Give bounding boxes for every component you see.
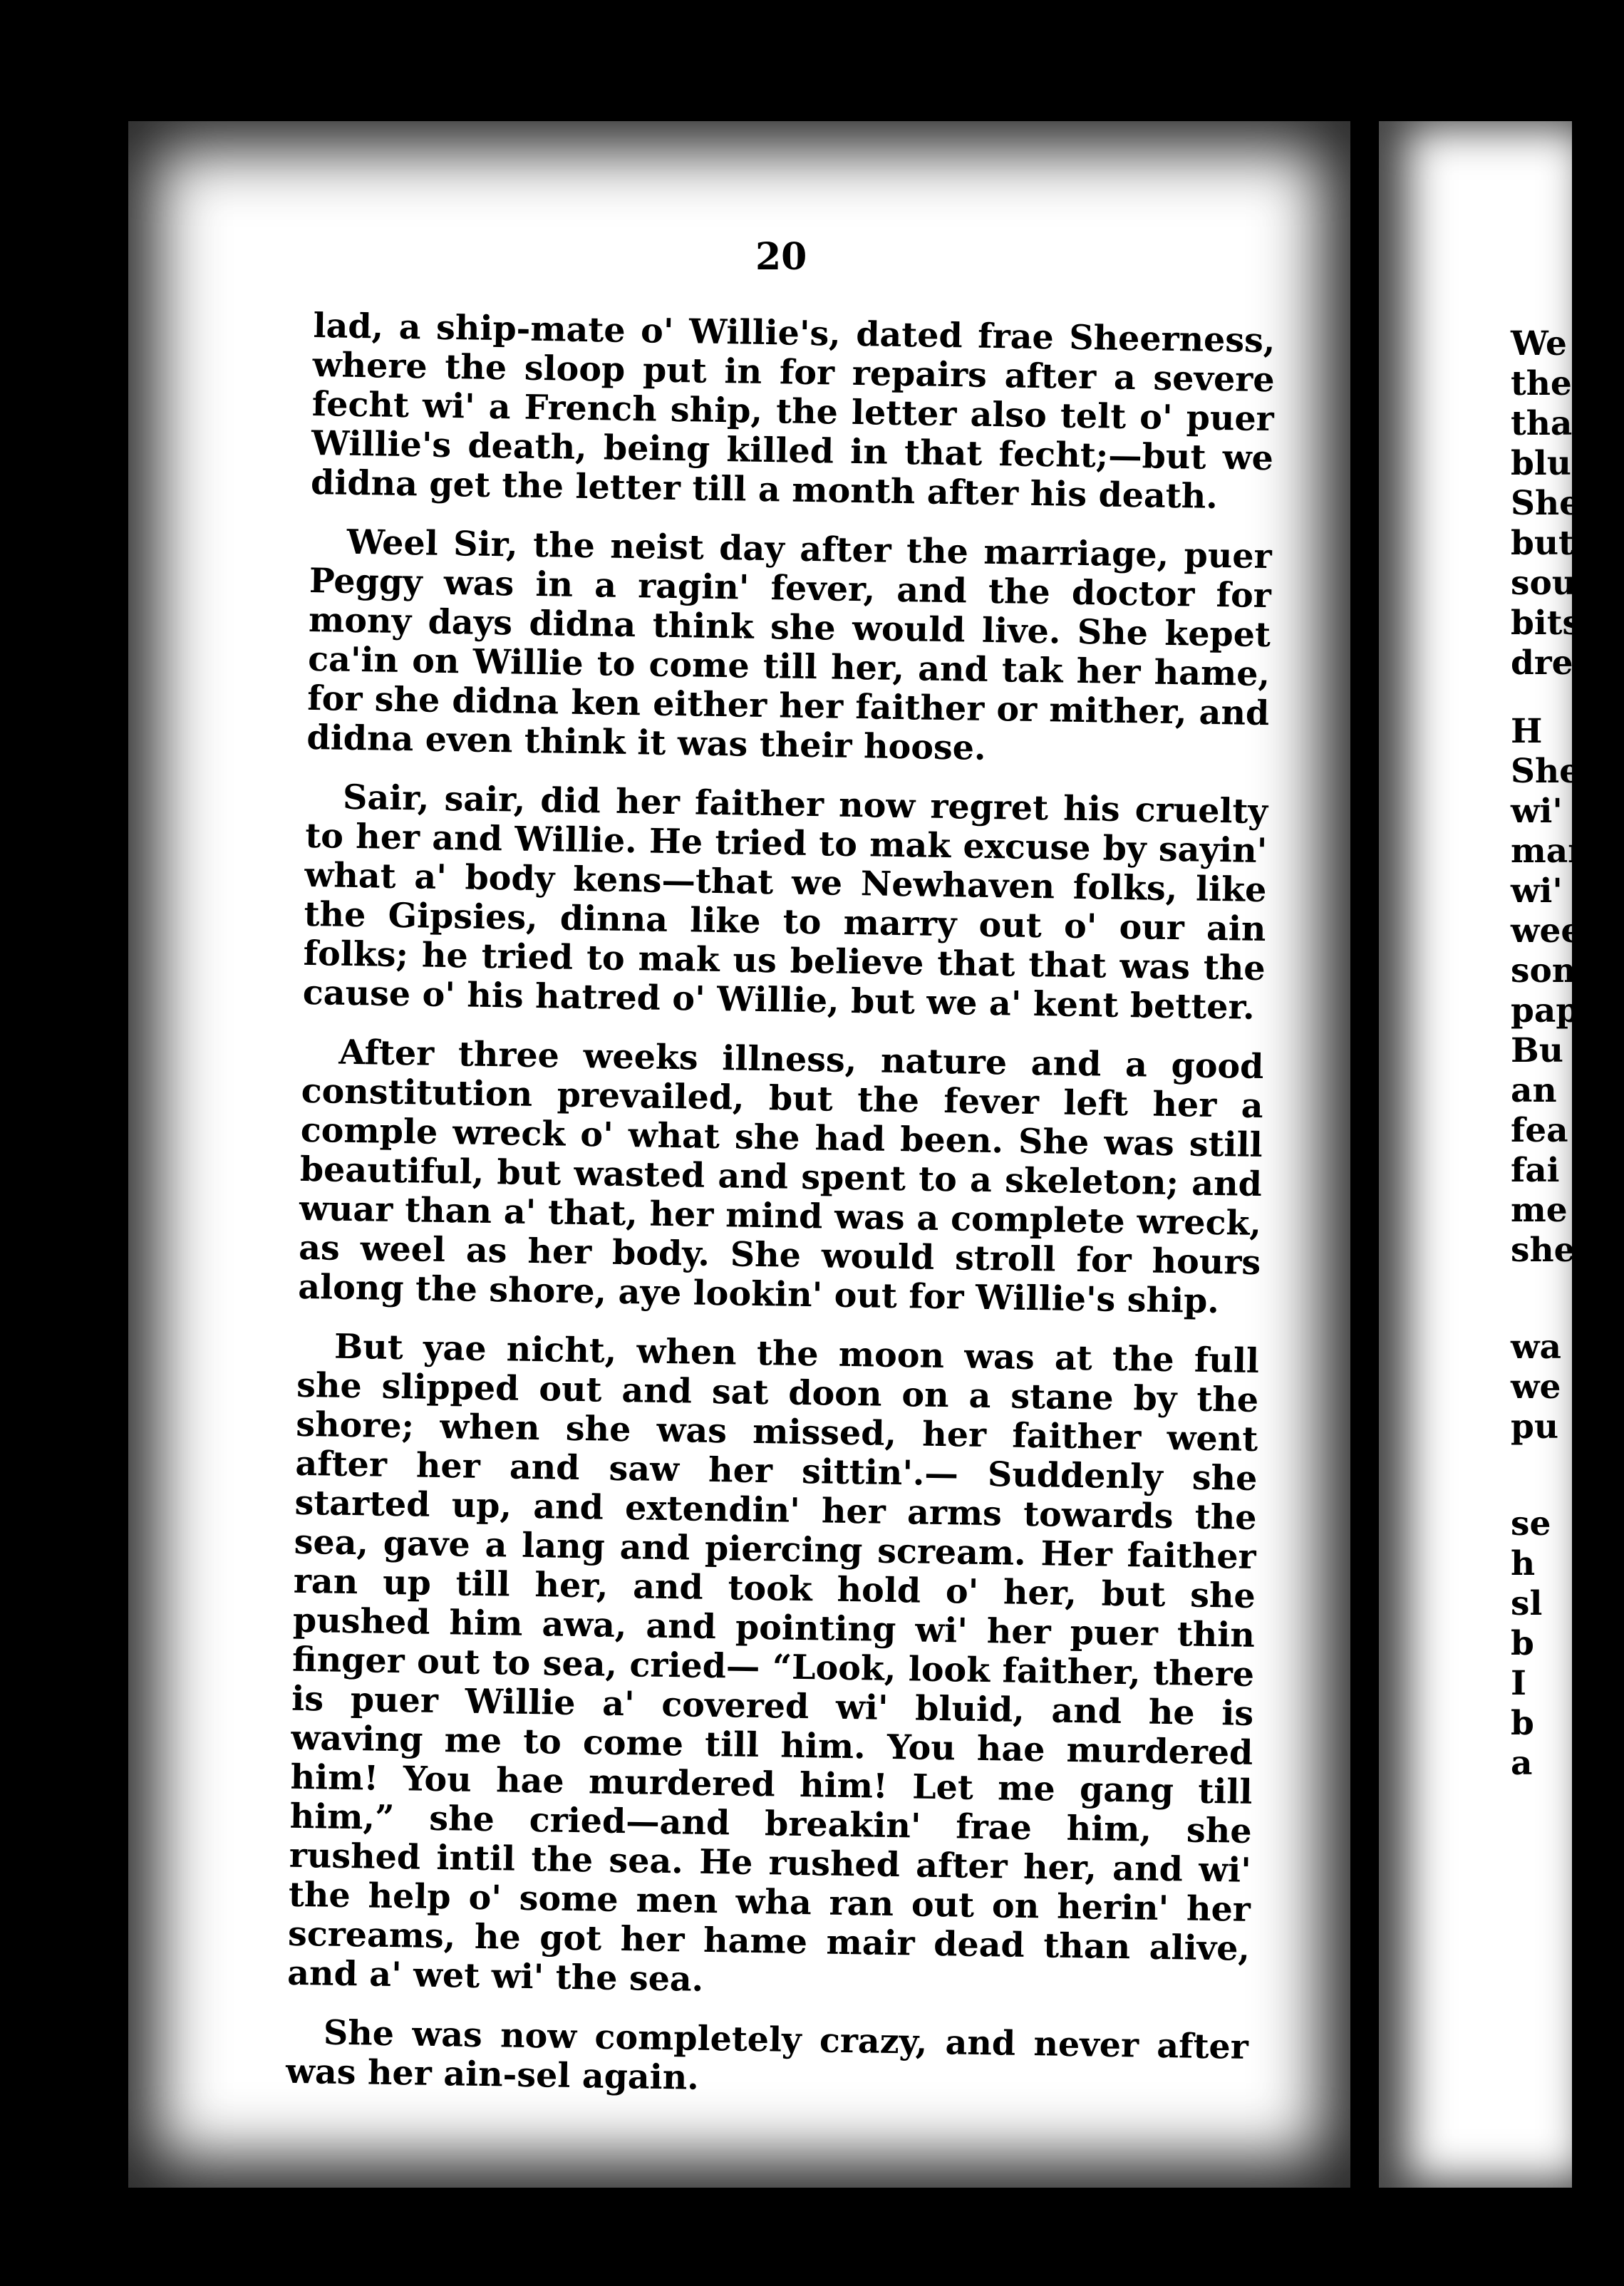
fragment: man [1511, 832, 1593, 871]
fragment: se [1511, 1504, 1551, 1543]
fragment: She r [1511, 484, 1610, 523]
paragraph: Weel Sir, the neist day after the marriage, puer Peggy was in a ragin' fever, and the doctor for mony days didna think she would live. She kepet ca'in on Willie to come till her, and tak her hame, for she didna ken either her faither or mither, and didna even think it was their hoose. [306, 522, 1273, 768]
fragment: h [1511, 1544, 1536, 1583]
paragraph: She was now completely crazy, and never after was her ain-sel again. [285, 2012, 1249, 2098]
paragraph: After three weeks illness, nature and a good constitution prevailed, but the fever left her a comple wreck o' what she had been. She was still beautiful, but wasted and spent to a skeleton; and wuar than a' that, her mind was a complete wreck, as weel as her body. She would stroll for hours along the shore, aye lookin' out for Willie's ship. [297, 1032, 1264, 1322]
paragraph: Sair, sair, did her faither now regret his cruelty to her and Willie. He tried to mak excuse by sayin' what a' body kens—that we Newhaven folks, like the Gipsies, dinna like to marry out o' our ain folks; he tried to mak us believe that that was the cause o' his hatred o' Willie, but we a' kent better. [302, 777, 1268, 1028]
fragment: sl [1511, 1584, 1543, 1623]
fragment: wa [1511, 1328, 1561, 1367]
fragment: bluid [1511, 444, 1608, 483]
fragment: We [1511, 324, 1567, 363]
fragment: she [1511, 1231, 1576, 1270]
fragment: I [1511, 1664, 1526, 1703]
fragment: pap [1511, 991, 1580, 1030]
page-number: 20 [755, 235, 807, 279]
fragment: an [1511, 1071, 1557, 1110]
fragment: that v [1511, 404, 1619, 443]
fragment: but : [1511, 524, 1598, 563]
fragment: dress [1511, 643, 1611, 683]
fragment: b [1511, 1624, 1534, 1663]
fragment: sough [1511, 564, 1624, 603]
fragment: me [1511, 1191, 1568, 1230]
fragment: the I [1511, 364, 1600, 403]
fragment: fea [1511, 1111, 1568, 1150]
fragment: pu [1511, 1407, 1559, 1447]
fragment: bits c [1511, 604, 1613, 643]
fragment: H [1511, 712, 1543, 751]
fragment: She [1511, 752, 1581, 791]
right-page-text-fragments [1511, 324, 1624, 1784]
fragment: wi' [1511, 872, 1563, 911]
fragment: we [1511, 1367, 1561, 1407]
fragment: Bu [1511, 1031, 1563, 1070]
paragraph: lad, a ship-mate o' Willie's, dated frae Sheerness, where the sloop put in for repairs after a severe fecht wi' a French ship, the letter also telt o' puer Willie's death, being killed in that fecht;—but we didna get the letter till a month after his death. [310, 306, 1276, 517]
fragment: a [1511, 1744, 1533, 1783]
book-gutter [1350, 107, 1379, 2216]
fragment: b [1511, 1704, 1534, 1743]
fragment: wee [1511, 911, 1583, 951]
fragment: som [1511, 951, 1588, 991]
body-text [285, 306, 1276, 2126]
fragment: wi' [1511, 792, 1563, 831]
paragraph: But yae nicht, when the moon was at the full she slipped out and sat doon on a stane by the shore; when she was missed, her faither went after her and saw her sittin'.— Suddenly she started up, and extendin' her arms towards the sea, gave a lang and piercing scream. Her faither ran up till her, and took hold o' her, but she pushed him awa, and pointing wi' her puer thin finger out to sea, cried— “Look, look faither, there is puer Willie a' covered wi' bluid, and he is waving me to come till him. You hae murdered him! You hae murdered him! Let me gang till him,” she cried—and breakin' frae him, she rushed intil the sea. He rushed after her, and wi' the help o' some men wha ran out on herin' her screams, he got her hame mair dead than alive, and a' wet wi' the sea. [286, 1326, 1260, 2000]
fragment: fai [1511, 1151, 1560, 1190]
